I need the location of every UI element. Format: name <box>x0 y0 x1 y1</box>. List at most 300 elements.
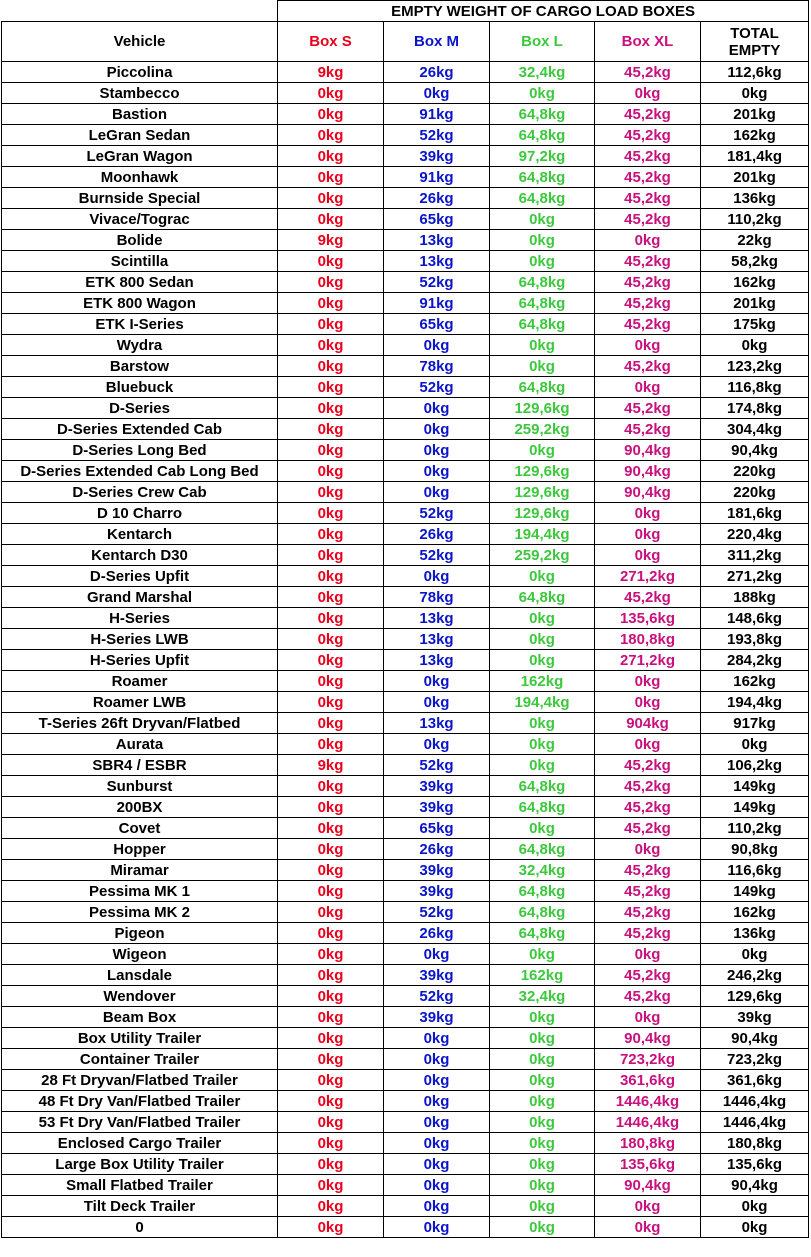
vehicle-name: D-Series Extended Cab <box>2 419 278 440</box>
total-empty-value: 175kg <box>701 314 809 335</box>
box-m-value: 39kg <box>384 776 490 797</box>
box-l-value: 64,8kg <box>490 377 595 398</box>
box-s-value: 0kg <box>278 692 384 713</box>
vehicle-name: H-Series Upfit <box>2 650 278 671</box>
total-empty-value: 162kg <box>701 671 809 692</box>
box-l-value: 0kg <box>490 629 595 650</box>
table-row <box>2 986 809 1007</box>
box-m-value: 0kg <box>384 671 490 692</box>
box-xl-value: 0kg <box>595 335 701 356</box>
box-m-value: 0kg <box>384 1028 490 1049</box>
box-m-value: 26kg <box>384 524 490 545</box>
total-empty-value: 180,8kg <box>701 1133 809 1154</box>
table-body <box>2 62 809 1238</box>
box-s-value: 0kg <box>278 1091 384 1112</box>
box-xl-value: 0kg <box>595 524 701 545</box>
total-empty-value: 162kg <box>701 272 809 293</box>
table-row <box>2 62 809 83</box>
box-m-value: 91kg <box>384 167 490 188</box>
box-xl-value: 45,2kg <box>595 818 701 839</box>
box-s-value: 0kg <box>278 272 384 293</box>
box-s-value: 0kg <box>278 377 384 398</box>
table-row <box>2 818 809 839</box>
total-empty-value: 149kg <box>701 776 809 797</box>
cargo-weight-table <box>1 0 809 1238</box>
vehicle-name: Miramar <box>2 860 278 881</box>
box-m-value: 0kg <box>384 1154 490 1175</box>
box-xl-value: 45,2kg <box>595 587 701 608</box>
box-s-value: 0kg <box>278 671 384 692</box>
box-m-value: 0kg <box>384 1175 490 1196</box>
total-empty-value: 149kg <box>701 881 809 902</box>
box-s-value: 0kg <box>278 1154 384 1175</box>
box-s-value: 9kg <box>278 230 384 251</box>
header-vehicle: Vehicle <box>2 22 278 62</box>
table-row <box>2 104 809 125</box>
table-row <box>2 1028 809 1049</box>
box-xl-value: 45,2kg <box>595 104 701 125</box>
vehicle-name: Scintilla <box>2 251 278 272</box>
total-empty-value: 188kg <box>701 587 809 608</box>
box-xl-value: 0kg <box>595 734 701 755</box>
total-empty-value: 110,2kg <box>701 209 809 230</box>
box-s-value: 0kg <box>278 524 384 545</box>
total-empty-value: 311,2kg <box>701 545 809 566</box>
box-l-value: 259,2kg <box>490 419 595 440</box>
box-m-value: 13kg <box>384 608 490 629</box>
box-s-value: 0kg <box>278 713 384 734</box>
box-m-value: 39kg <box>384 965 490 986</box>
table-row <box>2 965 809 986</box>
total-empty-value: 58,2kg <box>701 251 809 272</box>
box-m-value: 52kg <box>384 545 490 566</box>
vehicle-name: D 10 Charro <box>2 503 278 524</box>
box-xl-value: 45,2kg <box>595 167 701 188</box>
box-l-value: 0kg <box>490 1112 595 1133</box>
box-xl-value: 1446,4kg <box>595 1112 701 1133</box>
box-m-value: 52kg <box>384 272 490 293</box>
box-xl-value: 0kg <box>595 545 701 566</box>
box-m-value: 39kg <box>384 1007 490 1028</box>
vehicle-name: Wydra <box>2 335 278 356</box>
vehicle-name: Bolide <box>2 230 278 251</box>
total-empty-value: 90,8kg <box>701 839 809 860</box>
header-total-empty <box>701 22 809 62</box>
box-l-value: 97,2kg <box>490 146 595 167</box>
total-empty-value: 22kg <box>701 230 809 251</box>
box-m-value: 26kg <box>384 62 490 83</box>
box-s-value: 0kg <box>278 734 384 755</box>
vehicle-name: Tilt Deck Trailer <box>2 1196 278 1217</box>
box-m-value: 52kg <box>384 377 490 398</box>
box-xl-value: 0kg <box>595 944 701 965</box>
vehicle-name: H-Series LWB <box>2 629 278 650</box>
table-row <box>2 734 809 755</box>
table-row <box>2 314 809 335</box>
box-xl-value: 45,2kg <box>595 902 701 923</box>
total-empty-value: 201kg <box>701 167 809 188</box>
box-l-value: 0kg <box>490 1175 595 1196</box>
box-xl-value: 90,4kg <box>595 440 701 461</box>
box-xl-value: 45,2kg <box>595 356 701 377</box>
vehicle-name: Grand Marshal <box>2 587 278 608</box>
vehicle-name: Pigeon <box>2 923 278 944</box>
box-m-value: 0kg <box>384 440 490 461</box>
vehicle-name: 200BX <box>2 797 278 818</box>
box-s-value: 0kg <box>278 1028 384 1049</box>
box-s-value: 0kg <box>278 776 384 797</box>
box-s-value: 0kg <box>278 1217 384 1238</box>
box-l-value: 194,4kg <box>490 524 595 545</box>
vehicle-name: Enclosed Cargo Trailer <box>2 1133 278 1154</box>
box-s-value: 0kg <box>278 1175 384 1196</box>
box-xl-value: 0kg <box>595 1007 701 1028</box>
box-s-value: 0kg <box>278 629 384 650</box>
box-m-value: 0kg <box>384 1070 490 1091</box>
box-l-value: 162kg <box>490 965 595 986</box>
table-row <box>2 125 809 146</box>
box-xl-value: 45,2kg <box>595 188 701 209</box>
box-m-value: 52kg <box>384 986 490 1007</box>
box-xl-value: 0kg <box>595 671 701 692</box>
box-m-value: 0kg <box>384 83 490 104</box>
table-row <box>2 860 809 881</box>
table-row <box>2 188 809 209</box>
box-m-value: 65kg <box>384 314 490 335</box>
box-l-value: 129,6kg <box>490 461 595 482</box>
vehicle-name: 28 Ft Dryvan/Flatbed Trailer <box>2 1070 278 1091</box>
vehicle-name: Covet <box>2 818 278 839</box>
vehicle-name: Stambecco <box>2 83 278 104</box>
box-s-value: 0kg <box>278 314 384 335</box>
box-xl-value: 45,2kg <box>595 251 701 272</box>
total-empty-value: 284,2kg <box>701 650 809 671</box>
total-empty-value: 90,4kg <box>701 440 809 461</box>
box-xl-value: 45,2kg <box>595 797 701 818</box>
table-row <box>2 503 809 524</box>
total-empty-value: 162kg <box>701 125 809 146</box>
vehicle-name: Burnside Special <box>2 188 278 209</box>
total-empty-value: 1446,4kg <box>701 1091 809 1112</box>
box-l-value: 64,8kg <box>490 314 595 335</box>
total-empty-value: 0kg <box>701 944 809 965</box>
box-l-value: 0kg <box>490 755 595 776</box>
box-l-value: 64,8kg <box>490 167 595 188</box>
total-empty-value: 917kg <box>701 713 809 734</box>
table-row <box>2 881 809 902</box>
box-l-value: 0kg <box>490 1070 595 1091</box>
box-s-value: 0kg <box>278 1196 384 1217</box>
box-xl-value: 0kg <box>595 83 701 104</box>
box-m-value: 0kg <box>384 398 490 419</box>
header-total-line2: EMPTY <box>728 41 781 59</box>
vehicle-name: D-Series <box>2 398 278 419</box>
box-m-value: 0kg <box>384 1133 490 1154</box>
blank-corner-cell <box>2 1 278 22</box>
vehicle-name: 48 Ft Dry Van/Flatbed Trailer <box>2 1091 278 1112</box>
box-s-value: 0kg <box>278 83 384 104</box>
table-row <box>2 671 809 692</box>
box-m-value: 13kg <box>384 251 490 272</box>
box-m-value: 0kg <box>384 1217 490 1238</box>
box-m-value: 13kg <box>384 713 490 734</box>
box-xl-value: 45,2kg <box>595 293 701 314</box>
box-l-value: 0kg <box>490 440 595 461</box>
table-row <box>2 650 809 671</box>
box-xl-value: 0kg <box>595 839 701 860</box>
box-l-value: 194,4kg <box>490 692 595 713</box>
box-xl-value: 180,8kg <box>595 1133 701 1154</box>
box-xl-value: 45,2kg <box>595 209 701 230</box>
box-m-value: 52kg <box>384 902 490 923</box>
box-m-value: 0kg <box>384 461 490 482</box>
vehicle-name: Kentarch <box>2 524 278 545</box>
vehicle-name: Bastion <box>2 104 278 125</box>
vehicle-name: LeGran Wagon <box>2 146 278 167</box>
box-l-value: 64,8kg <box>490 923 595 944</box>
total-empty-value: 220kg <box>701 461 809 482</box>
table-row <box>2 83 809 104</box>
box-s-value: 0kg <box>278 125 384 146</box>
box-xl-value: 90,4kg <box>595 1028 701 1049</box>
box-l-value: 64,8kg <box>490 881 595 902</box>
box-l-value: 0kg <box>490 1007 595 1028</box>
total-empty-value: 0kg <box>701 335 809 356</box>
total-empty-value: 361,6kg <box>701 1070 809 1091</box>
table-row <box>2 524 809 545</box>
total-empty-value: 194,4kg <box>701 692 809 713</box>
box-m-value: 0kg <box>384 419 490 440</box>
vehicle-name: Roamer LWB <box>2 692 278 713</box>
table-row <box>2 797 809 818</box>
box-xl-value: 90,4kg <box>595 1175 701 1196</box>
vehicle-name: Box Utility Trailer <box>2 1028 278 1049</box>
box-s-value: 0kg <box>278 839 384 860</box>
box-l-value: 0kg <box>490 251 595 272</box>
box-s-value: 0kg <box>278 650 384 671</box>
box-l-value: 64,8kg <box>490 188 595 209</box>
total-empty-value: 123,2kg <box>701 356 809 377</box>
total-empty-value: 90,4kg <box>701 1028 809 1049</box>
box-xl-value: 45,2kg <box>595 398 701 419</box>
box-xl-value: 45,2kg <box>595 146 701 167</box>
table-row <box>2 839 809 860</box>
total-empty-value: 193,8kg <box>701 629 809 650</box>
table-row <box>2 440 809 461</box>
box-s-value: 0kg <box>278 356 384 377</box>
box-xl-value: 45,2kg <box>595 923 701 944</box>
box-l-value: 0kg <box>490 650 595 671</box>
table-row <box>2 335 809 356</box>
table-row <box>2 545 809 566</box>
box-s-value: 0kg <box>278 188 384 209</box>
total-empty-value: 149kg <box>701 797 809 818</box>
box-s-value: 0kg <box>278 104 384 125</box>
box-m-value: 91kg <box>384 104 490 125</box>
box-l-value: 0kg <box>490 566 595 587</box>
box-m-value: 26kg <box>384 188 490 209</box>
box-l-value: 259,2kg <box>490 545 595 566</box>
table-row <box>2 482 809 503</box>
box-l-value: 64,8kg <box>490 839 595 860</box>
box-l-value: 0kg <box>490 356 595 377</box>
box-xl-value: 135,6kg <box>595 608 701 629</box>
vehicle-name: 53 Ft Dry Van/Flatbed Trailer <box>2 1112 278 1133</box>
table-row <box>2 146 809 167</box>
table-row <box>2 419 809 440</box>
total-empty-value: 723,2kg <box>701 1049 809 1070</box>
box-s-value: 0kg <box>278 293 384 314</box>
vehicle-name: T-Series 26ft Dryvan/Flatbed <box>2 713 278 734</box>
box-l-value: 64,8kg <box>490 902 595 923</box>
box-xl-value: 1446,4kg <box>595 1091 701 1112</box>
vehicle-name: D-Series Upfit <box>2 566 278 587</box>
vehicle-name: SBR4 / ESBR <box>2 755 278 776</box>
vehicle-name: Wigeon <box>2 944 278 965</box>
box-m-value: 0kg <box>384 1091 490 1112</box>
box-xl-value: 180,8kg <box>595 629 701 650</box>
box-l-value: 0kg <box>490 335 595 356</box>
box-xl-value: 90,4kg <box>595 482 701 503</box>
box-l-value: 0kg <box>490 1028 595 1049</box>
vehicle-name: Bluebuck <box>2 377 278 398</box>
table-row <box>2 944 809 965</box>
header-box-l: Box L <box>490 22 595 62</box>
table-row <box>2 755 809 776</box>
box-l-value: 0kg <box>490 1196 595 1217</box>
box-s-value: 0kg <box>278 860 384 881</box>
box-s-value: 0kg <box>278 335 384 356</box>
box-xl-value: 723,2kg <box>595 1049 701 1070</box>
vehicle-name: Hopper <box>2 839 278 860</box>
box-s-value: 0kg <box>278 923 384 944</box>
box-s-value: 9kg <box>278 62 384 83</box>
box-l-value: 0kg <box>490 1217 595 1238</box>
box-l-value: 129,6kg <box>490 482 595 503</box>
box-m-value: 13kg <box>384 629 490 650</box>
vehicle-name: D-Series Extended Cab Long Bed <box>2 461 278 482</box>
box-s-value: 0kg <box>278 818 384 839</box>
table-row <box>2 587 809 608</box>
total-empty-value: 90,4kg <box>701 1175 809 1196</box>
box-s-value: 0kg <box>278 461 384 482</box>
vehicle-name: Piccolina <box>2 62 278 83</box>
box-m-value: 0kg <box>384 335 490 356</box>
box-xl-value: 271,2kg <box>595 566 701 587</box>
box-l-value: 0kg <box>490 209 595 230</box>
box-l-value: 0kg <box>490 83 595 104</box>
box-s-value: 0kg <box>278 419 384 440</box>
box-xl-value: 45,2kg <box>595 776 701 797</box>
box-l-value: 32,4kg <box>490 860 595 881</box>
table-row <box>2 1217 809 1238</box>
vehicle-name: Beam Box <box>2 1007 278 1028</box>
box-s-value: 0kg <box>278 1133 384 1154</box>
table-row <box>2 776 809 797</box>
box-m-value: 39kg <box>384 797 490 818</box>
box-xl-value: 0kg <box>595 230 701 251</box>
box-l-value: 0kg <box>490 1133 595 1154</box>
total-empty-value: 220kg <box>701 482 809 503</box>
vehicle-name: Small Flatbed Trailer <box>2 1175 278 1196</box>
box-xl-value: 45,2kg <box>595 419 701 440</box>
box-xl-value: 45,2kg <box>595 755 701 776</box>
box-m-value: 65kg <box>384 209 490 230</box>
total-empty-value: 174,8kg <box>701 398 809 419</box>
total-empty-value: 136kg <box>701 188 809 209</box>
table-row <box>2 377 809 398</box>
box-l-value: 64,8kg <box>490 272 595 293</box>
box-l-value: 0kg <box>490 1154 595 1175</box>
box-l-value: 0kg <box>490 1049 595 1070</box>
box-m-value: 26kg <box>384 839 490 860</box>
box-s-value: 0kg <box>278 944 384 965</box>
total-empty-value: 106,2kg <box>701 755 809 776</box>
box-m-value: 26kg <box>384 923 490 944</box>
vehicle-name: 0 <box>2 1217 278 1238</box>
box-s-value: 0kg <box>278 1070 384 1091</box>
table-row <box>2 1196 809 1217</box>
table-row <box>2 608 809 629</box>
box-l-value: 64,8kg <box>490 587 595 608</box>
total-empty-value: 271,2kg <box>701 566 809 587</box>
box-xl-value: 0kg <box>595 692 701 713</box>
vehicle-name: Aurata <box>2 734 278 755</box>
box-m-value: 0kg <box>384 734 490 755</box>
total-empty-value: 181,4kg <box>701 146 809 167</box>
box-l-value: 0kg <box>490 734 595 755</box>
vehicle-name: ETK 800 Sedan <box>2 272 278 293</box>
box-m-value: 13kg <box>384 230 490 251</box>
table-row <box>2 272 809 293</box>
box-s-value: 0kg <box>278 587 384 608</box>
vehicle-name: ETK 800 Wagon <box>2 293 278 314</box>
table-row <box>2 923 809 944</box>
box-xl-value: 45,2kg <box>595 125 701 146</box>
table-row <box>2 692 809 713</box>
box-m-value: 0kg <box>384 692 490 713</box>
table-row <box>2 398 809 419</box>
table-row <box>2 1007 809 1028</box>
box-l-value: 64,8kg <box>490 104 595 125</box>
vehicle-name: Lansdale <box>2 965 278 986</box>
vehicle-name: Moonhawk <box>2 167 278 188</box>
box-l-value: 64,8kg <box>490 293 595 314</box>
box-m-value: 39kg <box>384 881 490 902</box>
total-empty-value: 136kg <box>701 923 809 944</box>
box-l-value: 162kg <box>490 671 595 692</box>
box-xl-value: 45,2kg <box>595 62 701 83</box>
box-xl-value: 0kg <box>595 1217 701 1238</box>
box-s-value: 0kg <box>278 440 384 461</box>
table-row <box>2 566 809 587</box>
box-xl-value: 45,2kg <box>595 314 701 335</box>
title-row <box>2 1 809 22</box>
box-m-value: 52kg <box>384 503 490 524</box>
box-m-value: 0kg <box>384 1049 490 1070</box>
box-s-value: 0kg <box>278 986 384 1007</box>
table-row <box>2 902 809 923</box>
box-m-value: 13kg <box>384 650 490 671</box>
box-l-value: 129,6kg <box>490 398 595 419</box>
total-empty-value: 129,6kg <box>701 986 809 1007</box>
box-m-value: 0kg <box>384 566 490 587</box>
vehicle-name: Wendover <box>2 986 278 1007</box>
box-l-value: 64,8kg <box>490 776 595 797</box>
total-empty-value: 112,6kg <box>701 62 809 83</box>
box-l-value: 32,4kg <box>490 62 595 83</box>
table-row <box>2 713 809 734</box>
